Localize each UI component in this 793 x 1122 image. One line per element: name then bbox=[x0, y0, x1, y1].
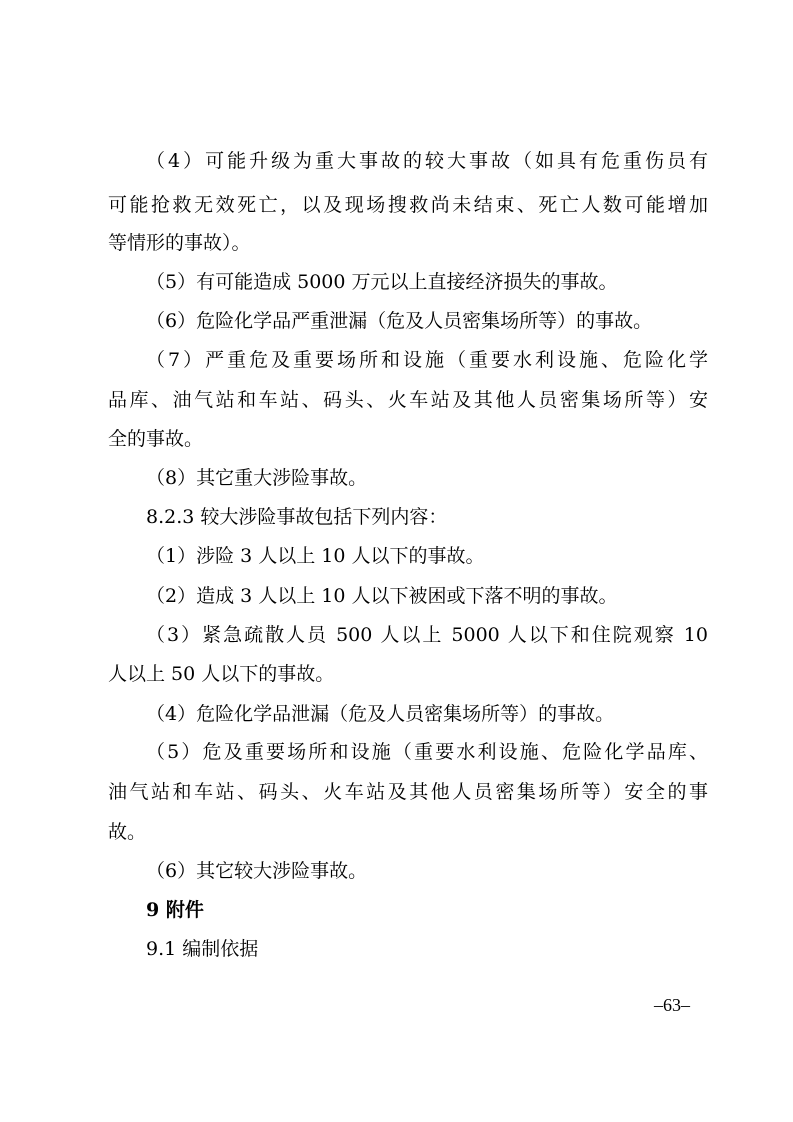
text-line-13: （3）紧急疏散人员 500 人以上 5000 人以下和住院观察 10 bbox=[146, 624, 708, 646]
text-line-4: （5）有可能造成 5000 万元以上直接经济损失的事故。 bbox=[146, 271, 618, 293]
text-line-15: （4）危险化学品泄漏（危及人员密集场所等）的事故。 bbox=[146, 703, 615, 725]
text-line-16: （5）危及重要场所和设施（重要水利设施、危险化学品库、 bbox=[146, 741, 708, 763]
text-line-5: （6）危险化学品严重泄漏（危及人员密集场所等）的事故。 bbox=[146, 310, 653, 332]
text-line-14: 人以上 50 人以下的事故。 bbox=[108, 663, 335, 685]
section-8-2-3-heading: 8.2.3 较大涉险事故包括下列内容： bbox=[146, 506, 448, 528]
text-line-9: （8）其它重大涉险事故。 bbox=[146, 467, 368, 489]
text-line-19: （6）其它较大涉险事故。 bbox=[146, 860, 368, 882]
text-line-12: （2）造成 3 人以上 10 人以下被困或下落不明的事故。 bbox=[146, 585, 618, 607]
text-line-1: （4）可能升级为重大事故的较大事故（如具有危重伤员有 bbox=[146, 150, 708, 172]
page-number: –63– bbox=[654, 995, 690, 1015]
section-9-1-heading: 9.1 编制依据 bbox=[146, 938, 259, 960]
text-line-6: （7）严重危及重要场所和设施（重要水利设施、危险化学 bbox=[146, 349, 708, 371]
text-line-7: 品库、油气站和车站、码头、火车站及其他人员密集场所等）安 bbox=[108, 389, 708, 411]
text-line-18: 故。 bbox=[108, 821, 147, 843]
text-line-2: 可能抢救无效死亡，以及现场搜救尚未结束、死亡人数可能增加 bbox=[108, 194, 708, 216]
text-line-11: （1）涉险 3 人以上 10 人以下的事故。 bbox=[146, 545, 485, 567]
section-9-heading: 9 附件 bbox=[146, 899, 204, 921]
text-line-8: 全的事故。 bbox=[108, 428, 204, 450]
text-line-3: 等情形的事故）。 bbox=[108, 232, 251, 254]
text-line-17: 油气站和车站、码头、火车站及其他人员密集场所等）安全的事 bbox=[108, 781, 708, 803]
